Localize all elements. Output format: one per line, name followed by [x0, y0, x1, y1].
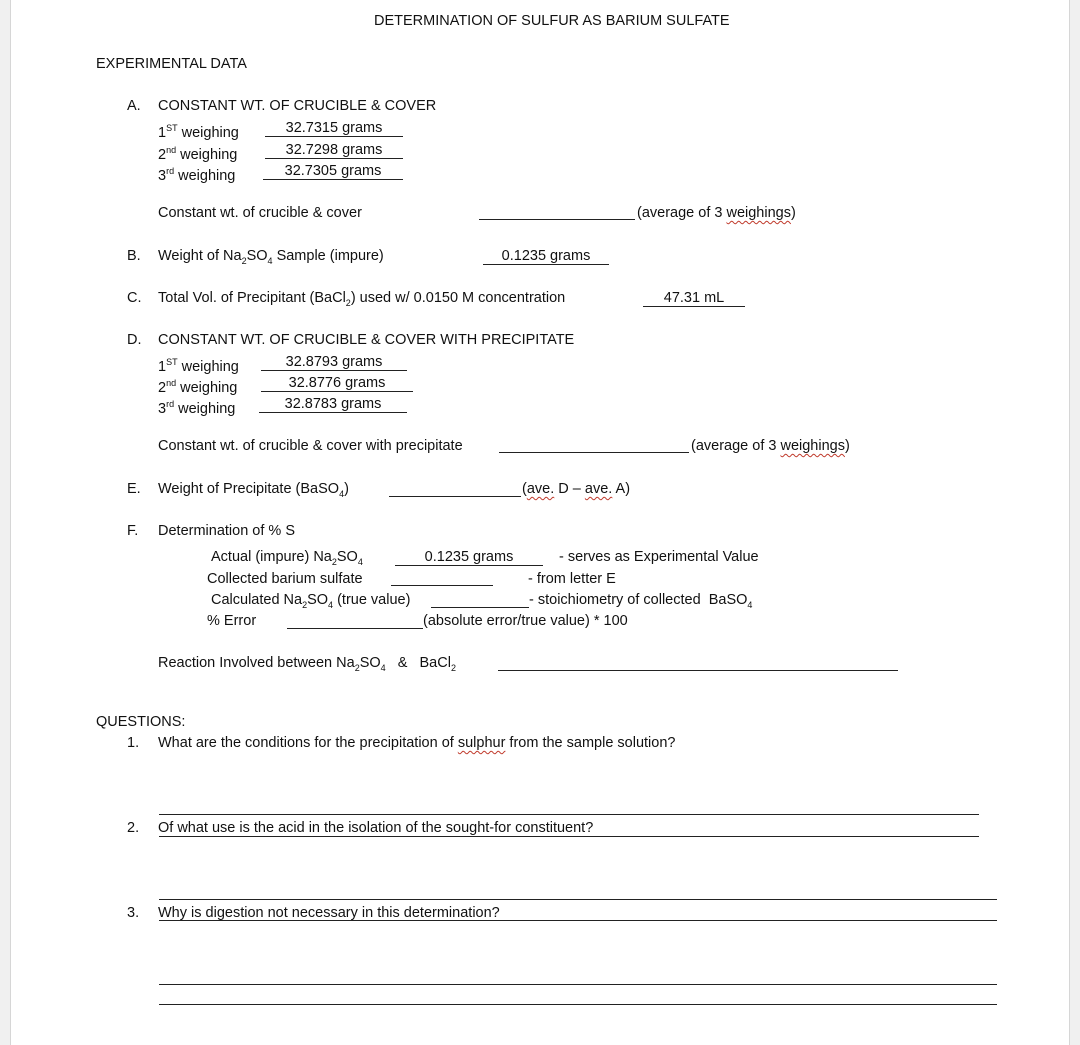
- section-d-w2-label: 2nd weighing: [158, 378, 238, 396]
- question-1-answer-line: [159, 814, 979, 815]
- section-f-row4-note: (absolute error/true value) * 100: [423, 613, 628, 629]
- section-a-w1-label: 1ST weighing: [158, 123, 239, 141]
- section-c-label: Total Vol. of Precipitant (BaCl$_2$) used w/ 0.0150 M concentration: [158, 290, 566, 308]
- question-2-underline: [159, 836, 979, 837]
- section-f-row3-note: - stoichiometry of collected BaSO$_4$: [529, 592, 753, 610]
- section-e-blank: [389, 496, 521, 497]
- section-f-row3-label: Calculated $Na_2SO_4$ (true value): [211, 592, 411, 610]
- section-d-w3-label: 3rd weighing: [158, 399, 236, 417]
- section-d-letter: D.: [127, 332, 142, 348]
- section-d-constant-note: (average of 3 weighings): [691, 438, 850, 454]
- section-d-w2-value: 32.8776 grams: [261, 375, 413, 392]
- page-title: DETERMINATION OF SULFUR AS BARIUM SULFATE: [374, 13, 730, 29]
- section-f-row2-blank: [391, 585, 493, 586]
- section-b-letter: B.: [127, 248, 141, 264]
- section-e-letter: E.: [127, 481, 141, 497]
- section-a-constant-note: (average of 3 weighings): [637, 205, 796, 221]
- question-2-answer-line: [159, 899, 997, 900]
- section-f-row1-value: 0.1235 grams: [395, 549, 543, 566]
- section-a-w2-value: 32.7298 grams: [265, 142, 403, 159]
- section-f-row2-note: - from letter E: [528, 571, 616, 587]
- section-e-label: Weight of Precipitate (BaSO$_4$): [158, 481, 349, 499]
- section-d-w3-value: 32.8783 grams: [259, 396, 407, 413]
- question-2-number: 2.: [127, 820, 140, 836]
- section-d-w1-label: 1ST weighing: [158, 357, 239, 375]
- section-f-reaction-label: Reaction Involved between $Na_2SO_4$ & BaCl$_2$: [158, 655, 456, 673]
- section-e-note: (ave. D – ave. A): [522, 481, 631, 497]
- section-b-label: Weight of $Na_2SO_4$ Sample (impure): [158, 248, 384, 266]
- section-f-row1-label: Actual (impure) $Na_2SO_4$: [211, 549, 363, 567]
- section-f-heading: Determination of % S: [158, 523, 296, 539]
- section-f-letter: F.: [127, 523, 139, 539]
- question-3-text: Why is digestion not necessary in this determination?: [158, 905, 500, 921]
- section-a-constant-blank: [479, 219, 635, 220]
- experimental-heading: EXPERIMENTAL DATA: [96, 56, 247, 72]
- section-a-letter: A.: [127, 98, 141, 114]
- questions-heading: QUESTIONS:: [96, 714, 186, 730]
- section-a-heading: CONSTANT WT. OF CRUCIBLE & COVER: [158, 98, 437, 114]
- question-3-answer-line-2: [159, 1004, 997, 1005]
- question-3-number: 3.: [127, 905, 140, 921]
- question-3-answer-line-1: [159, 984, 997, 985]
- question-3-underline: [159, 920, 997, 921]
- section-d-heading: CONSTANT WT. OF CRUCIBLE & COVER WITH PRECIPITATE: [158, 332, 575, 348]
- question-1-text: What are the conditions for the precipitation of sulphur from the sample solution?: [158, 735, 676, 751]
- section-f-row4-label: % Error: [207, 613, 257, 629]
- section-b-value: 0.1235 grams: [483, 248, 609, 265]
- section-a-w3-label: 3rd weighing: [158, 166, 236, 184]
- section-a-w1-value: 32.7315 grams: [265, 120, 403, 137]
- section-f-reaction-blank: [498, 670, 898, 671]
- section-a-w2-label: 2nd weighing: [158, 145, 238, 163]
- section-a-constant-label: Constant wt. of crucible & cover: [158, 205, 362, 221]
- worksheet-page: [10, 0, 1070, 1045]
- section-c-letter: C.: [127, 290, 142, 306]
- question-2-text: Of what use is the acid in the isolation of the sought-for constituent?: [158, 820, 594, 836]
- section-a-w3-value: 32.7305 grams: [263, 163, 403, 180]
- question-1-number: 1.: [127, 735, 140, 751]
- section-f-row1-note: - serves as Experimental Value: [559, 549, 759, 565]
- section-f-row3-blank: [431, 607, 529, 608]
- section-d-constant-blank: [499, 452, 689, 453]
- section-f-row4-blank: [287, 628, 423, 629]
- section-d-constant-label: Constant wt. of crucible & cover with precipitate: [158, 438, 463, 454]
- section-f-row2-label: Collected barium sulfate: [207, 571, 363, 587]
- section-c-value: 47.31 mL: [643, 290, 745, 307]
- section-d-w1-value: 32.8793 grams: [261, 354, 407, 371]
